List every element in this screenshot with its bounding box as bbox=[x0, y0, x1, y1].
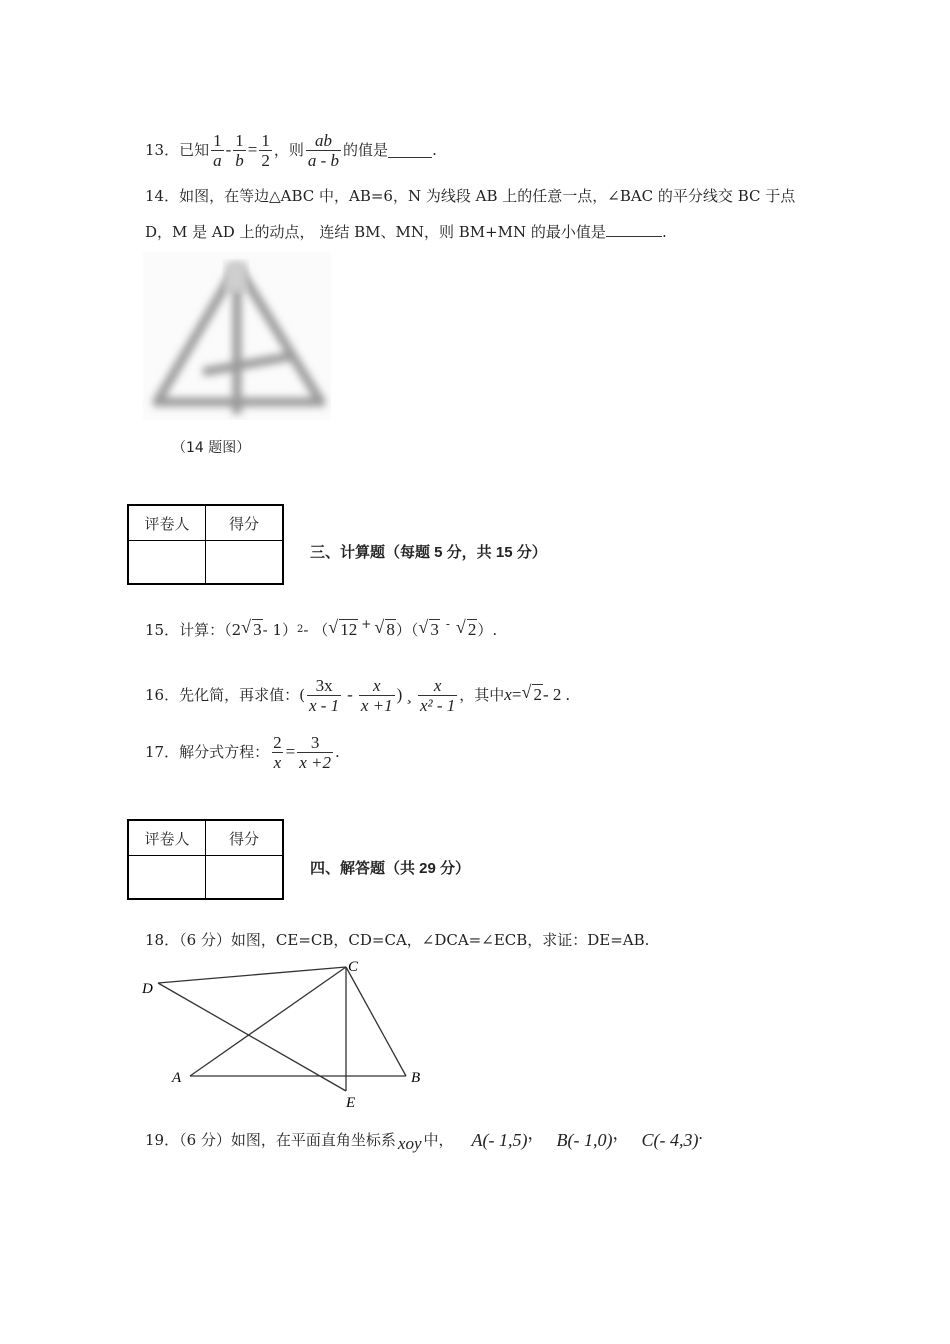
grader-header: 评卷人 bbox=[128, 820, 206, 856]
sqrt-3-b: √ 3 bbox=[418, 620, 440, 640]
label-C: C bbox=[348, 959, 359, 975]
score-table-1 bbox=[127, 504, 284, 585]
sqrt-3-a: √ 3 bbox=[241, 620, 263, 640]
sqrt-12: √ 12 bbox=[328, 620, 358, 640]
fraction-ab-over-a-minus-b: $\frac{ab}{a - b}$ bbox=[307, 130, 340, 170]
segment-CB bbox=[346, 967, 406, 1076]
segment-DC bbox=[158, 967, 346, 983]
figure-14-caption: （14 题图） bbox=[172, 440, 251, 456]
score-cell[interactable] bbox=[206, 856, 284, 900]
grader-header: 评卷人 bbox=[128, 505, 206, 541]
score-header: 得分 bbox=[206, 820, 284, 856]
answer-blank-13[interactable] bbox=[388, 143, 432, 158]
fraction-1-over-a: $\frac{1}{a}$ bbox=[213, 130, 222, 170]
label-E: E bbox=[346, 1095, 356, 1110]
question-16: 16．先化简，再求值：( $\frac{3x}{x - 1}$ - $\frac{x}{x +1}$ ) ¸ $\frac{x}{\text{x² - 1}}$ ，其中 x = √ 2 - 2 . bbox=[145, 672, 570, 718]
score-header: 得分 bbox=[206, 505, 284, 541]
section-3-heading: 三、计算题（每题 5 分，共 15 分） bbox=[310, 544, 547, 561]
sqrt-2: √ 2 bbox=[456, 620, 478, 640]
score-cell[interactable] bbox=[206, 541, 284, 585]
q13-prefix: 13．已知 bbox=[145, 141, 210, 159]
question-17: 17．解分式方程： $\frac{2}{x}$ = $\frac{3}{x +2}$ . bbox=[145, 732, 340, 772]
segment-CA bbox=[190, 967, 346, 1076]
sqrt-8: √ 8 bbox=[374, 620, 396, 640]
question-14-line-1: 14．如图，在等边△ABC 中，AB=6，N 为线段 AB 上的任意一点，∠BAC 的平分线交 BC 于点 bbox=[145, 187, 796, 205]
point-A: A(- 1,5) bbox=[471, 1130, 528, 1150]
grader-cell[interactable] bbox=[128, 541, 206, 585]
grader-cell[interactable] bbox=[128, 856, 206, 900]
point-C: C(- 4,3) bbox=[641, 1130, 699, 1150]
score-table-2 bbox=[127, 819, 284, 900]
segment-DE bbox=[158, 983, 346, 1091]
figure-14-triangle bbox=[143, 252, 331, 420]
question-18: 18．（6 分）如图，CE=CB，CD=CA，∠DCA=∠ECB，求证：DE=AB. bbox=[145, 931, 650, 949]
label-D: D bbox=[142, 981, 153, 997]
question-14-line-2: D，M 是 AD 上的动点， 连结 BM、MN，则 BM+MN 的最小值是 . bbox=[145, 223, 667, 241]
question-13: 13．已知 $\frac{1}{a}$ - $\frac{1}{b}$ = $\frac{1}{2}$ ，则 $\frac{ab}{a - b}$ 的值是 . bbox=[145, 130, 437, 170]
point-B: B(- 1,0) bbox=[556, 1130, 613, 1150]
figure-18-triangles bbox=[138, 955, 438, 1110]
question-19: 19．（6 分）如图，在平面直角坐标系 xoy 中， A(- 1,5) ， B(- 1,0) ， C(- 4,3) . bbox=[145, 1124, 703, 1153]
fraction-1-over-b: $\frac{1}{b}$ bbox=[235, 130, 244, 170]
fraction-1-over-2: $\frac{1}{2}$ bbox=[261, 130, 270, 170]
answer-blank-14[interactable] bbox=[606, 222, 662, 237]
question-15: 15．计算：（2 √ 3 - 1） 2 - （ √ 12 + √ 8 ）（ √ 3 - √ 2 ）. bbox=[145, 616, 497, 644]
label-A: A bbox=[172, 1070, 182, 1086]
section-4-heading: 四、解答题（共 29 分） bbox=[310, 860, 471, 877]
label-B: B bbox=[411, 1070, 421, 1086]
